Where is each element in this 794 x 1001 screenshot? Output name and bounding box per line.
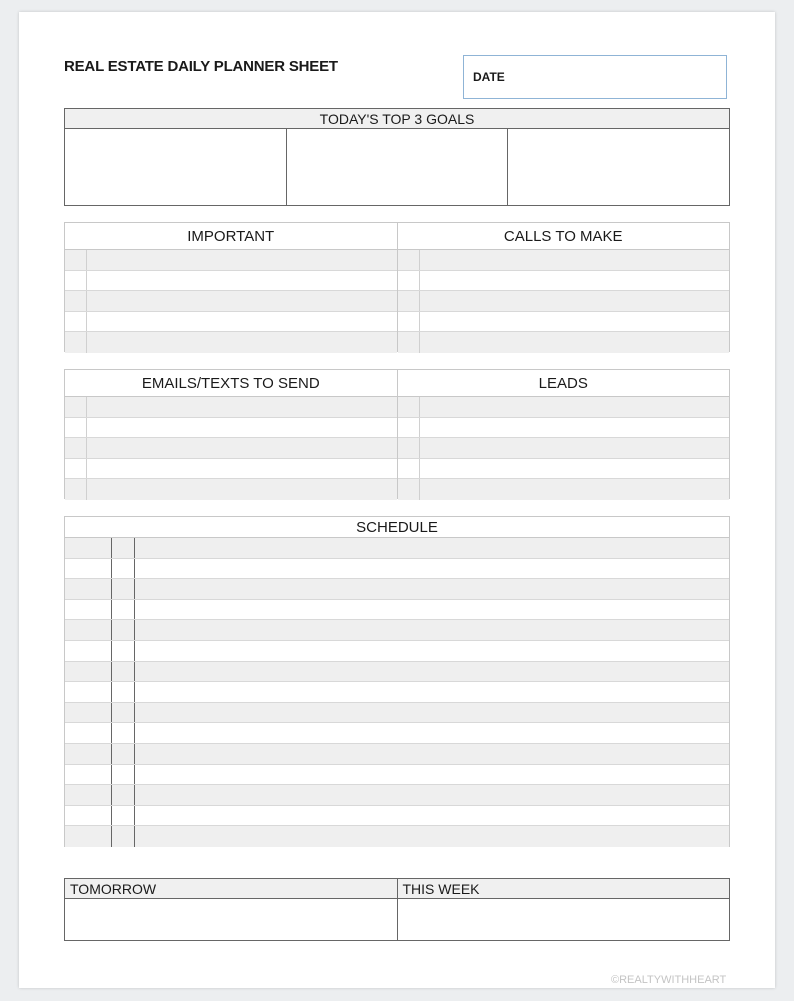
time-cell[interactable] xyxy=(65,826,112,847)
this-week-box[interactable] xyxy=(398,879,730,940)
emails-column xyxy=(65,370,398,498)
schedule-row[interactable] xyxy=(65,744,729,765)
check-cell[interactable] xyxy=(112,765,135,785)
schedule-row[interactable] xyxy=(65,785,729,806)
schedule-header: SCHEDULE xyxy=(65,517,729,538)
time-cell[interactable] xyxy=(65,765,112,785)
list-item[interactable] xyxy=(398,312,730,333)
important-column xyxy=(65,223,398,351)
check-cell[interactable] xyxy=(112,744,135,764)
leads-header: LEADS xyxy=(398,370,730,397)
list-item[interactable] xyxy=(398,479,730,500)
time-cell[interactable] xyxy=(65,600,112,620)
checkbox[interactable] xyxy=(65,250,87,270)
tomorrow-week-section xyxy=(64,878,730,941)
check-cell[interactable] xyxy=(112,826,135,847)
list-item[interactable] xyxy=(398,291,730,312)
leads-column xyxy=(398,370,730,498)
time-cell[interactable] xyxy=(65,538,112,558)
check-cell[interactable] xyxy=(112,785,135,805)
checkbox[interactable] xyxy=(398,459,420,479)
copyright-footer: ©REALTYWITHHEART xyxy=(611,974,727,986)
list-item[interactable] xyxy=(65,438,397,459)
checkbox[interactable] xyxy=(65,312,87,332)
schedule-section xyxy=(64,516,730,847)
checkbox[interactable] xyxy=(65,397,87,417)
checkbox[interactable] xyxy=(398,291,420,311)
checkbox[interactable] xyxy=(398,418,420,438)
list-item[interactable] xyxy=(65,479,397,500)
schedule-row[interactable] xyxy=(65,620,729,641)
emails-header: EMAILS/TEXTS TO SEND xyxy=(65,370,397,397)
checkbox[interactable] xyxy=(398,332,420,353)
checkbox[interactable] xyxy=(65,332,87,353)
check-cell[interactable] xyxy=(112,703,135,723)
top-goals-section xyxy=(64,108,730,206)
checkbox[interactable] xyxy=(398,312,420,332)
schedule-row[interactable] xyxy=(65,682,729,703)
list-item[interactable] xyxy=(65,291,397,312)
time-cell[interactable] xyxy=(65,806,112,826)
goal-cell-3[interactable] xyxy=(508,129,729,205)
list-item[interactable] xyxy=(65,397,397,418)
list-item[interactable] xyxy=(398,271,730,292)
list-item[interactable] xyxy=(65,418,397,439)
checkbox[interactable] xyxy=(398,438,420,458)
checkbox[interactable] xyxy=(65,271,87,291)
time-cell[interactable] xyxy=(65,641,112,661)
schedule-row[interactable] xyxy=(65,806,729,827)
schedule-row[interactable] xyxy=(65,826,729,847)
list-item[interactable] xyxy=(398,438,730,459)
time-cell[interactable] xyxy=(65,559,112,579)
list-item[interactable] xyxy=(65,459,397,480)
time-cell[interactable] xyxy=(65,682,112,702)
checkbox[interactable] xyxy=(398,271,420,291)
checkbox[interactable] xyxy=(65,438,87,458)
check-cell[interactable] xyxy=(112,559,135,579)
check-cell[interactable] xyxy=(112,806,135,826)
check-cell[interactable] xyxy=(112,723,135,743)
goal-cell-1[interactable] xyxy=(65,129,287,205)
schedule-row[interactable] xyxy=(65,662,729,683)
list-item[interactable] xyxy=(65,250,397,271)
goal-cell-2[interactable] xyxy=(287,129,509,205)
check-cell[interactable] xyxy=(112,579,135,599)
list-item[interactable] xyxy=(398,250,730,271)
list-item[interactable] xyxy=(398,418,730,439)
schedule-row[interactable] xyxy=(65,641,729,662)
time-cell[interactable] xyxy=(65,785,112,805)
list-item[interactable] xyxy=(398,332,730,353)
check-cell[interactable] xyxy=(112,662,135,682)
tomorrow-box[interactable] xyxy=(65,879,398,940)
schedule-row[interactable] xyxy=(65,538,729,559)
schedule-row[interactable] xyxy=(65,703,729,724)
time-cell[interactable] xyxy=(65,723,112,743)
date-field[interactable] xyxy=(463,55,727,99)
important-header: IMPORTANT xyxy=(65,223,397,250)
checkbox[interactable] xyxy=(398,397,420,417)
check-cell[interactable] xyxy=(112,641,135,661)
time-cell[interactable] xyxy=(65,703,112,723)
list-item[interactable] xyxy=(65,271,397,292)
emails-leads-section xyxy=(64,369,730,499)
date-label: DATE xyxy=(473,70,505,84)
time-cell[interactable] xyxy=(65,620,112,640)
checkbox[interactable] xyxy=(65,459,87,479)
check-cell[interactable] xyxy=(112,620,135,640)
time-cell[interactable] xyxy=(65,662,112,682)
check-cell[interactable] xyxy=(112,682,135,702)
calls-column xyxy=(398,223,730,351)
checkbox[interactable] xyxy=(65,479,87,500)
schedule-row[interactable] xyxy=(65,579,729,600)
schedule-row[interactable] xyxy=(65,600,729,621)
checkbox[interactable] xyxy=(65,418,87,438)
top-goals-header: TODAY'S TOP 3 GOALS xyxy=(65,109,729,129)
calls-header: CALLS TO MAKE xyxy=(398,223,730,250)
check-cell[interactable] xyxy=(112,600,135,620)
time-cell[interactable] xyxy=(65,744,112,764)
checkbox[interactable] xyxy=(65,291,87,311)
important-calls-section xyxy=(64,222,730,352)
list-item[interactable] xyxy=(65,332,397,353)
schedule-row[interactable] xyxy=(65,765,729,786)
schedule-row[interactable] xyxy=(65,559,729,580)
tomorrow-header: TOMORROW xyxy=(65,879,397,899)
list-item[interactable] xyxy=(65,312,397,333)
check-cell[interactable] xyxy=(112,538,135,558)
page-title: REAL ESTATE DAILY PLANNER SHEET xyxy=(64,58,338,75)
this-week-header: THIS WEEK xyxy=(398,879,730,899)
checkbox[interactable] xyxy=(398,479,420,500)
planner-page xyxy=(19,12,775,988)
time-cell[interactable] xyxy=(65,579,112,599)
schedule-row[interactable] xyxy=(65,723,729,744)
list-item[interactable] xyxy=(398,459,730,480)
checkbox[interactable] xyxy=(398,250,420,270)
list-item[interactable] xyxy=(398,397,730,418)
